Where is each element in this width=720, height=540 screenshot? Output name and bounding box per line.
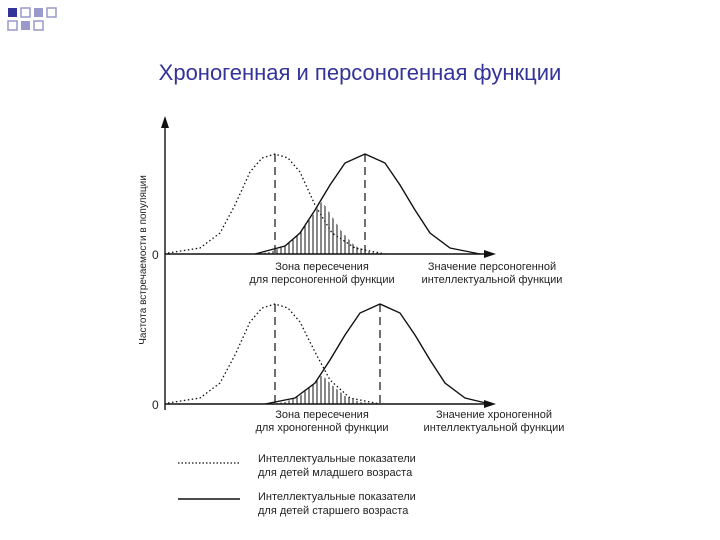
y-axis-label: Частота встречаемости в популяции [138,175,149,345]
bottom-plot [152,304,564,434]
bottom-value-label-line1: Значение хроногенной [435,409,553,421]
legend-dotted-line2: для детей младшего возраста [258,467,413,479]
bottom-older-curve [265,304,490,404]
y-axis [161,116,169,410]
top-zone-label-line1: Зона пересечения [275,261,369,273]
top-younger-curve [168,154,385,254]
legend [178,453,416,517]
top-zone-label-line2: для персоногенной функции [249,274,395,286]
top-value-label-line1: Значение персоногенной [427,261,557,273]
bottom-value-label-line2: интеллектуальной функции [423,422,565,434]
bottom-zone-label-line2: для хроногенной функции [255,422,389,434]
bottom-zone-label-line1: Зона пересечения [275,409,369,421]
top-zero-label: 0 [152,248,159,262]
legend-solid-line1: Интеллектуальные показатели [258,491,416,503]
top-value-label-line2: интеллектуальной функции [421,274,563,286]
legend-dotted-line1: Интеллектуальные показатели [258,453,416,465]
bottom-zero-label: 0 [152,398,159,412]
top-overlap-hatch [255,201,382,254]
top-plot [152,154,562,286]
slide-title: Хроногенная и персоногенная функции [158,60,562,85]
top-x-axis-arrow [484,250,496,258]
bottom-younger-curve [168,304,380,404]
top-older-curve [255,154,480,254]
legend-solid-line2: для детей старшего возраста [258,505,409,517]
